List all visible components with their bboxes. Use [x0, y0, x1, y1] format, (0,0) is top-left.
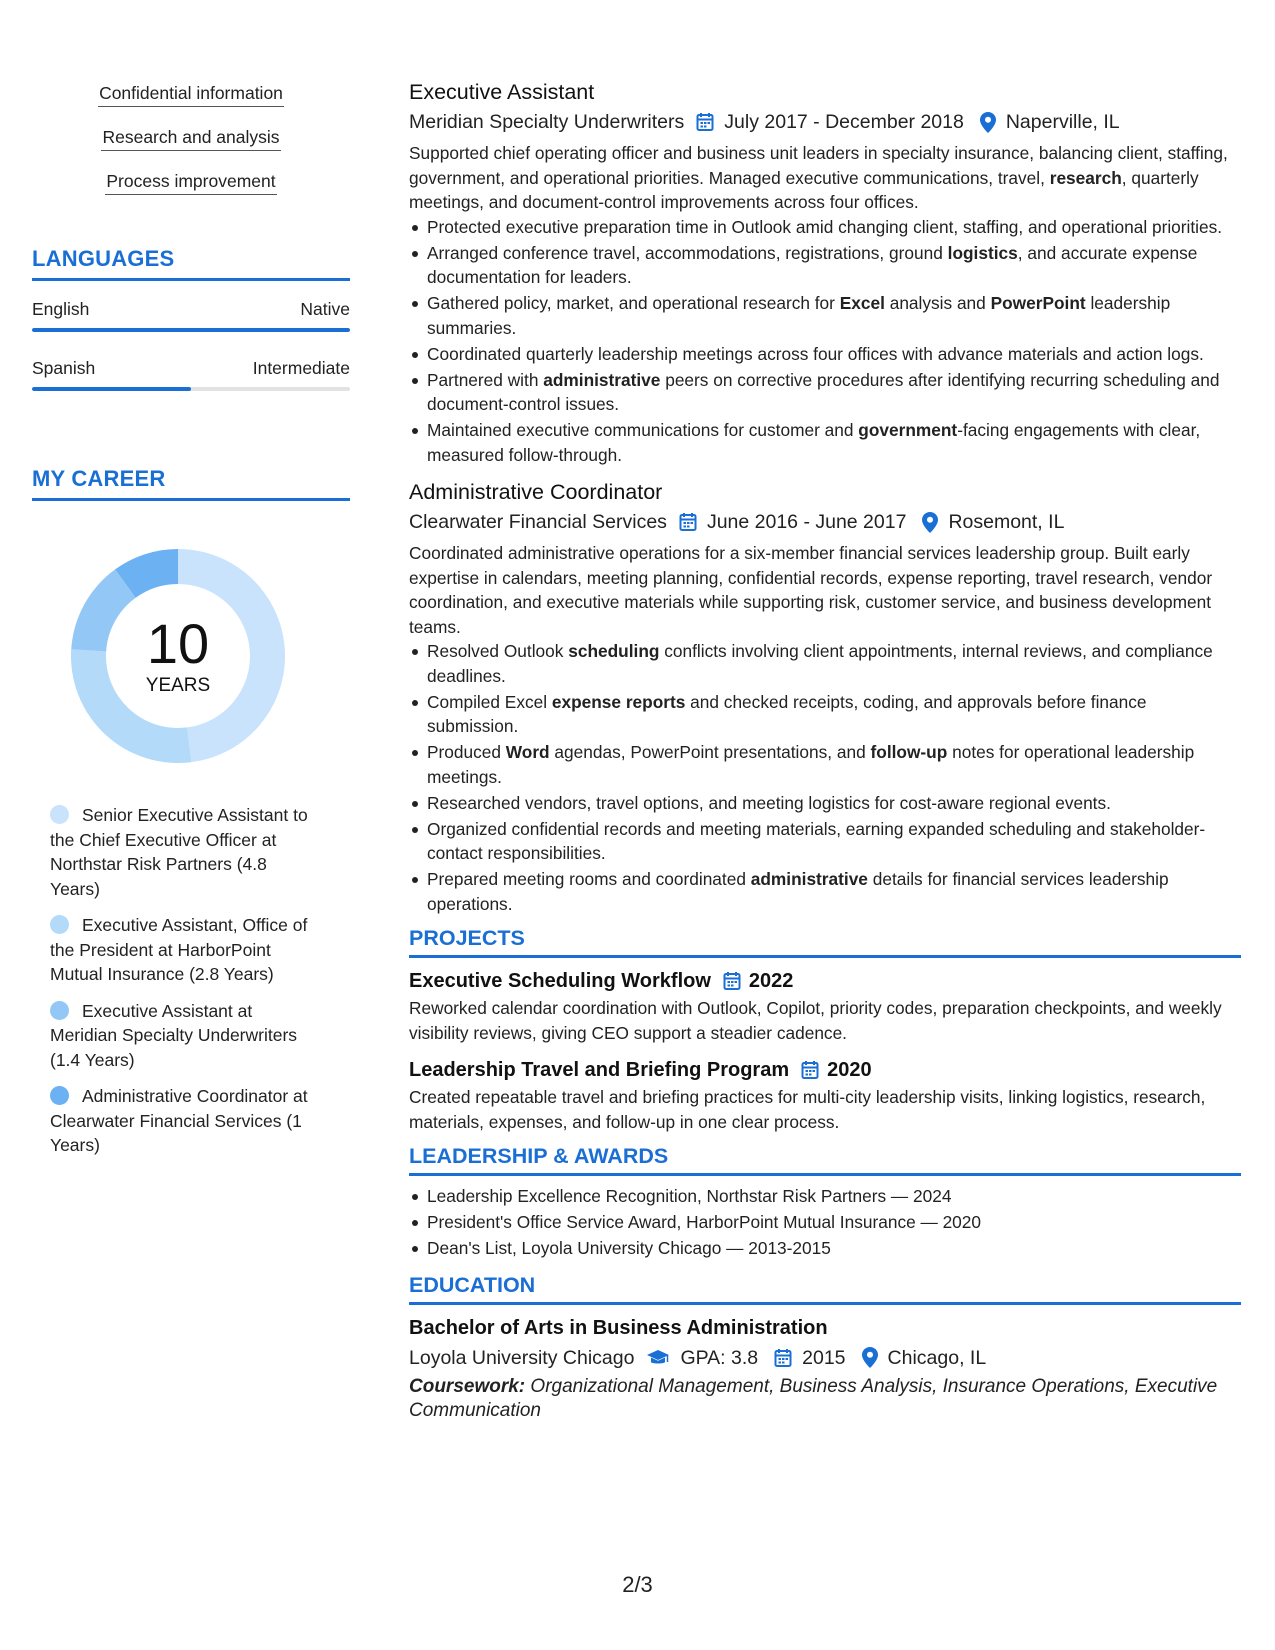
- career-legend-item: [50, 803, 320, 901]
- education-meta: [409, 1343, 1241, 1373]
- bullet-item: Maintained executive communications for customer and government-facing engagements with clear, measured follow-through.: [427, 418, 1241, 467]
- legend-dot-icon: [50, 915, 69, 934]
- awards-list: [409, 1184, 1241, 1261]
- legend-dot-icon: [50, 1086, 69, 1105]
- language-bar-fill: [32, 328, 350, 332]
- bullet-item: Prepared meeting rooms and coordinated administrative details for financial services leadership operations.: [427, 867, 1241, 916]
- coursework: [409, 1375, 1241, 1423]
- project-year: 2022: [748, 970, 794, 992]
- project-entry: [409, 1055, 1241, 1134]
- award-item: Leadership Excellence Recognition, Northstar Risk Partners — 2024: [427, 1184, 1241, 1209]
- calendar-icon: [696, 112, 714, 132]
- company-name: Meridian Specialty Underwriters: [409, 111, 685, 133]
- languages-heading: LANGUAGES: [32, 246, 350, 281]
- project-description: Reworked calendar coordination with Outlook, Copilot, priority codes, preparation checkpoints, and weekly visibility reviews, giving CEO support a steadier cadence.: [409, 998, 1222, 1043]
- skill-item: Process improvement: [105, 168, 276, 195]
- location-pin-icon: [922, 512, 938, 533]
- job-meta: [409, 107, 1241, 137]
- career-section: [32, 466, 350, 1158]
- languages-section: [32, 246, 350, 391]
- location-pin-icon: [980, 112, 996, 133]
- career-years-number: 10: [146, 612, 210, 675]
- bullet-item: Coordinated quarterly leadership meetings across four offices with advance materials and action logs.: [427, 342, 1241, 367]
- job-dates: July 2017 - December 2018: [724, 111, 964, 133]
- education-location: Chicago, IL: [887, 1346, 987, 1369]
- career-years-unit: YEARS: [145, 675, 211, 696]
- coursework-text: Organizational Management, Business Analysis, Insurance Operations, Executive Communication: [409, 1375, 1218, 1421]
- language-bar: [32, 387, 350, 391]
- legend-dot-icon: [50, 805, 69, 824]
- job-summary: Coordinated administrative operations for a six-member financial services leadership group. Built early expertise in calendars, meeting planning, confidential records, expense reporting, travel research, vendor coordination, and executive materials while supporting risk, customer service, and business development teams.: [409, 543, 1213, 637]
- calendar-icon: [679, 512, 697, 532]
- job-meta: [409, 507, 1241, 537]
- career-legend-item: [50, 999, 320, 1073]
- career-legend: [32, 803, 350, 1158]
- bullet-item: Protected executive preparation time in Outlook amid changing client, staffing, and operational priorities.: [427, 215, 1241, 240]
- project-title: Leadership Travel and Briefing Program: [409, 1059, 790, 1081]
- skill-item: Research and analysis: [101, 124, 280, 151]
- page-number: 2/3: [622, 1572, 653, 1597]
- degree-title: Bachelor of Arts in Business Administration: [409, 1316, 828, 1339]
- bullet-item: Organized confidential records and meeting materials, earning expanded scheduling and stakeholder-contact responsibilities.: [427, 817, 1241, 866]
- career-item-text: Executive Assistant at Meridian Specialty Underwriters (1.4 Years): [50, 1000, 298, 1070]
- right-column: [409, 77, 1241, 1423]
- job-bullets: [409, 639, 1241, 916]
- education-heading: EDUCATION: [409, 1273, 1241, 1305]
- job-title: Administrative Coordinator: [409, 480, 663, 504]
- career-item-text: Senior Executive Assistant to the Chief Executive Officer at Northstar Risk Partners (4.8 Years): [50, 805, 308, 899]
- job-location: Naperville, IL: [1005, 111, 1120, 133]
- project-title: Executive Scheduling Workflow: [409, 970, 711, 992]
- bullet-item: Researched vendors, travel options, and meeting logistics for cost-aware regional events.: [427, 791, 1241, 816]
- language-level: Native: [300, 299, 350, 319]
- job-bullets: [409, 215, 1241, 468]
- career-item-text: Administrative Coordinator at Clearwater Financial Services (1 Years): [50, 1086, 308, 1155]
- language-name: Spanish: [32, 358, 96, 378]
- projects-heading: PROJECTS: [409, 926, 1241, 958]
- project-title-row: [409, 966, 1241, 996]
- language-item: [32, 358, 350, 391]
- career-item-text: Executive Assistant, Office of the President at HarborPoint Mutual Insurance (2.8 Years): [50, 915, 308, 984]
- job-entry: [409, 477, 1241, 916]
- calendar-icon: [723, 971, 741, 991]
- job-dates: June 2016 - June 2017: [706, 511, 907, 533]
- language-bar: [32, 328, 350, 332]
- location-pin-icon: [862, 1347, 878, 1368]
- bullet-item: Partnered with administrative peers on corrective procedures after identifying recurring scheduling and document-control issues.: [427, 368, 1241, 417]
- job-location: Rosemont, IL: [948, 511, 1065, 533]
- calendar-icon: [801, 1060, 819, 1080]
- awards-heading: LEADERSHIP & AWARDS: [409, 1144, 1241, 1176]
- school-name: Loyola University Chicago: [409, 1346, 635, 1369]
- bullet-item: Resolved Outlook scheduling conflicts involving client appointments, internal reviews, and compliance deadlines.: [427, 639, 1241, 688]
- skill-item: Confidential information: [98, 80, 284, 107]
- language-level: Intermediate: [252, 358, 350, 378]
- language-item: [32, 299, 350, 332]
- bullet-item: Gathered policy, market, and operational research for Excel analysis and PowerPoint leadership summaries.: [427, 291, 1241, 340]
- career-heading: MY CAREER: [32, 466, 350, 501]
- donut-center: [65, 543, 291, 769]
- language-name: English: [32, 299, 90, 319]
- graduation-cap-icon: [646, 1349, 670, 1367]
- career-legend-item: [50, 913, 320, 987]
- education-entry: [409, 1313, 1241, 1423]
- bullet-item: Compiled Excel expense reports and checked receipts, coding, and approvals before finance submission.: [427, 690, 1241, 739]
- project-title-row: [409, 1055, 1241, 1085]
- career-legend-item: [50, 1084, 320, 1158]
- company-name: Clearwater Financial Services: [409, 511, 667, 533]
- language-bar-fill: [32, 387, 191, 391]
- coursework-label: Coursework:: [409, 1375, 526, 1397]
- project-entry: [409, 966, 1241, 1045]
- bullet-item: Produced Word agendas, PowerPoint presentations, and follow-up notes for operational leadership meetings.: [427, 740, 1241, 789]
- gpa: GPA: 3.8: [680, 1346, 759, 1369]
- calendar-icon: [774, 1348, 792, 1368]
- left-column: [32, 80, 350, 1170]
- skills-list: [32, 80, 350, 212]
- legend-dot-icon: [50, 1001, 69, 1020]
- project-description: Created repeatable travel and briefing practices for multi-city leadership visits, linking logistics, research, materials, expenses, and follow-up in one clear process.: [409, 1087, 1206, 1132]
- project-year: 2020: [827, 1059, 872, 1081]
- graduation-year: 2015: [802, 1346, 846, 1369]
- award-item: President's Office Service Award, HarborPoint Mutual Insurance — 2020: [427, 1210, 1241, 1235]
- bullet-item: Arranged conference travel, accommodations, registrations, ground logistics, and accurate expense documentation for leaders.: [427, 241, 1241, 290]
- job-summary: Supported chief operating officer and business unit leaders in specialty insurance, balancing client, staffing, government, and operational priorities. Managed executive communications, travel, research, quarterly meetings, and document-control improvements across four offices.: [409, 143, 1228, 212]
- job-entry: [409, 77, 1241, 467]
- award-item: Dean's List, Loyola University Chicago — 2013-2015: [427, 1236, 1241, 1261]
- job-title: Executive Assistant: [409, 80, 595, 104]
- career-donut-chart: [65, 543, 291, 769]
